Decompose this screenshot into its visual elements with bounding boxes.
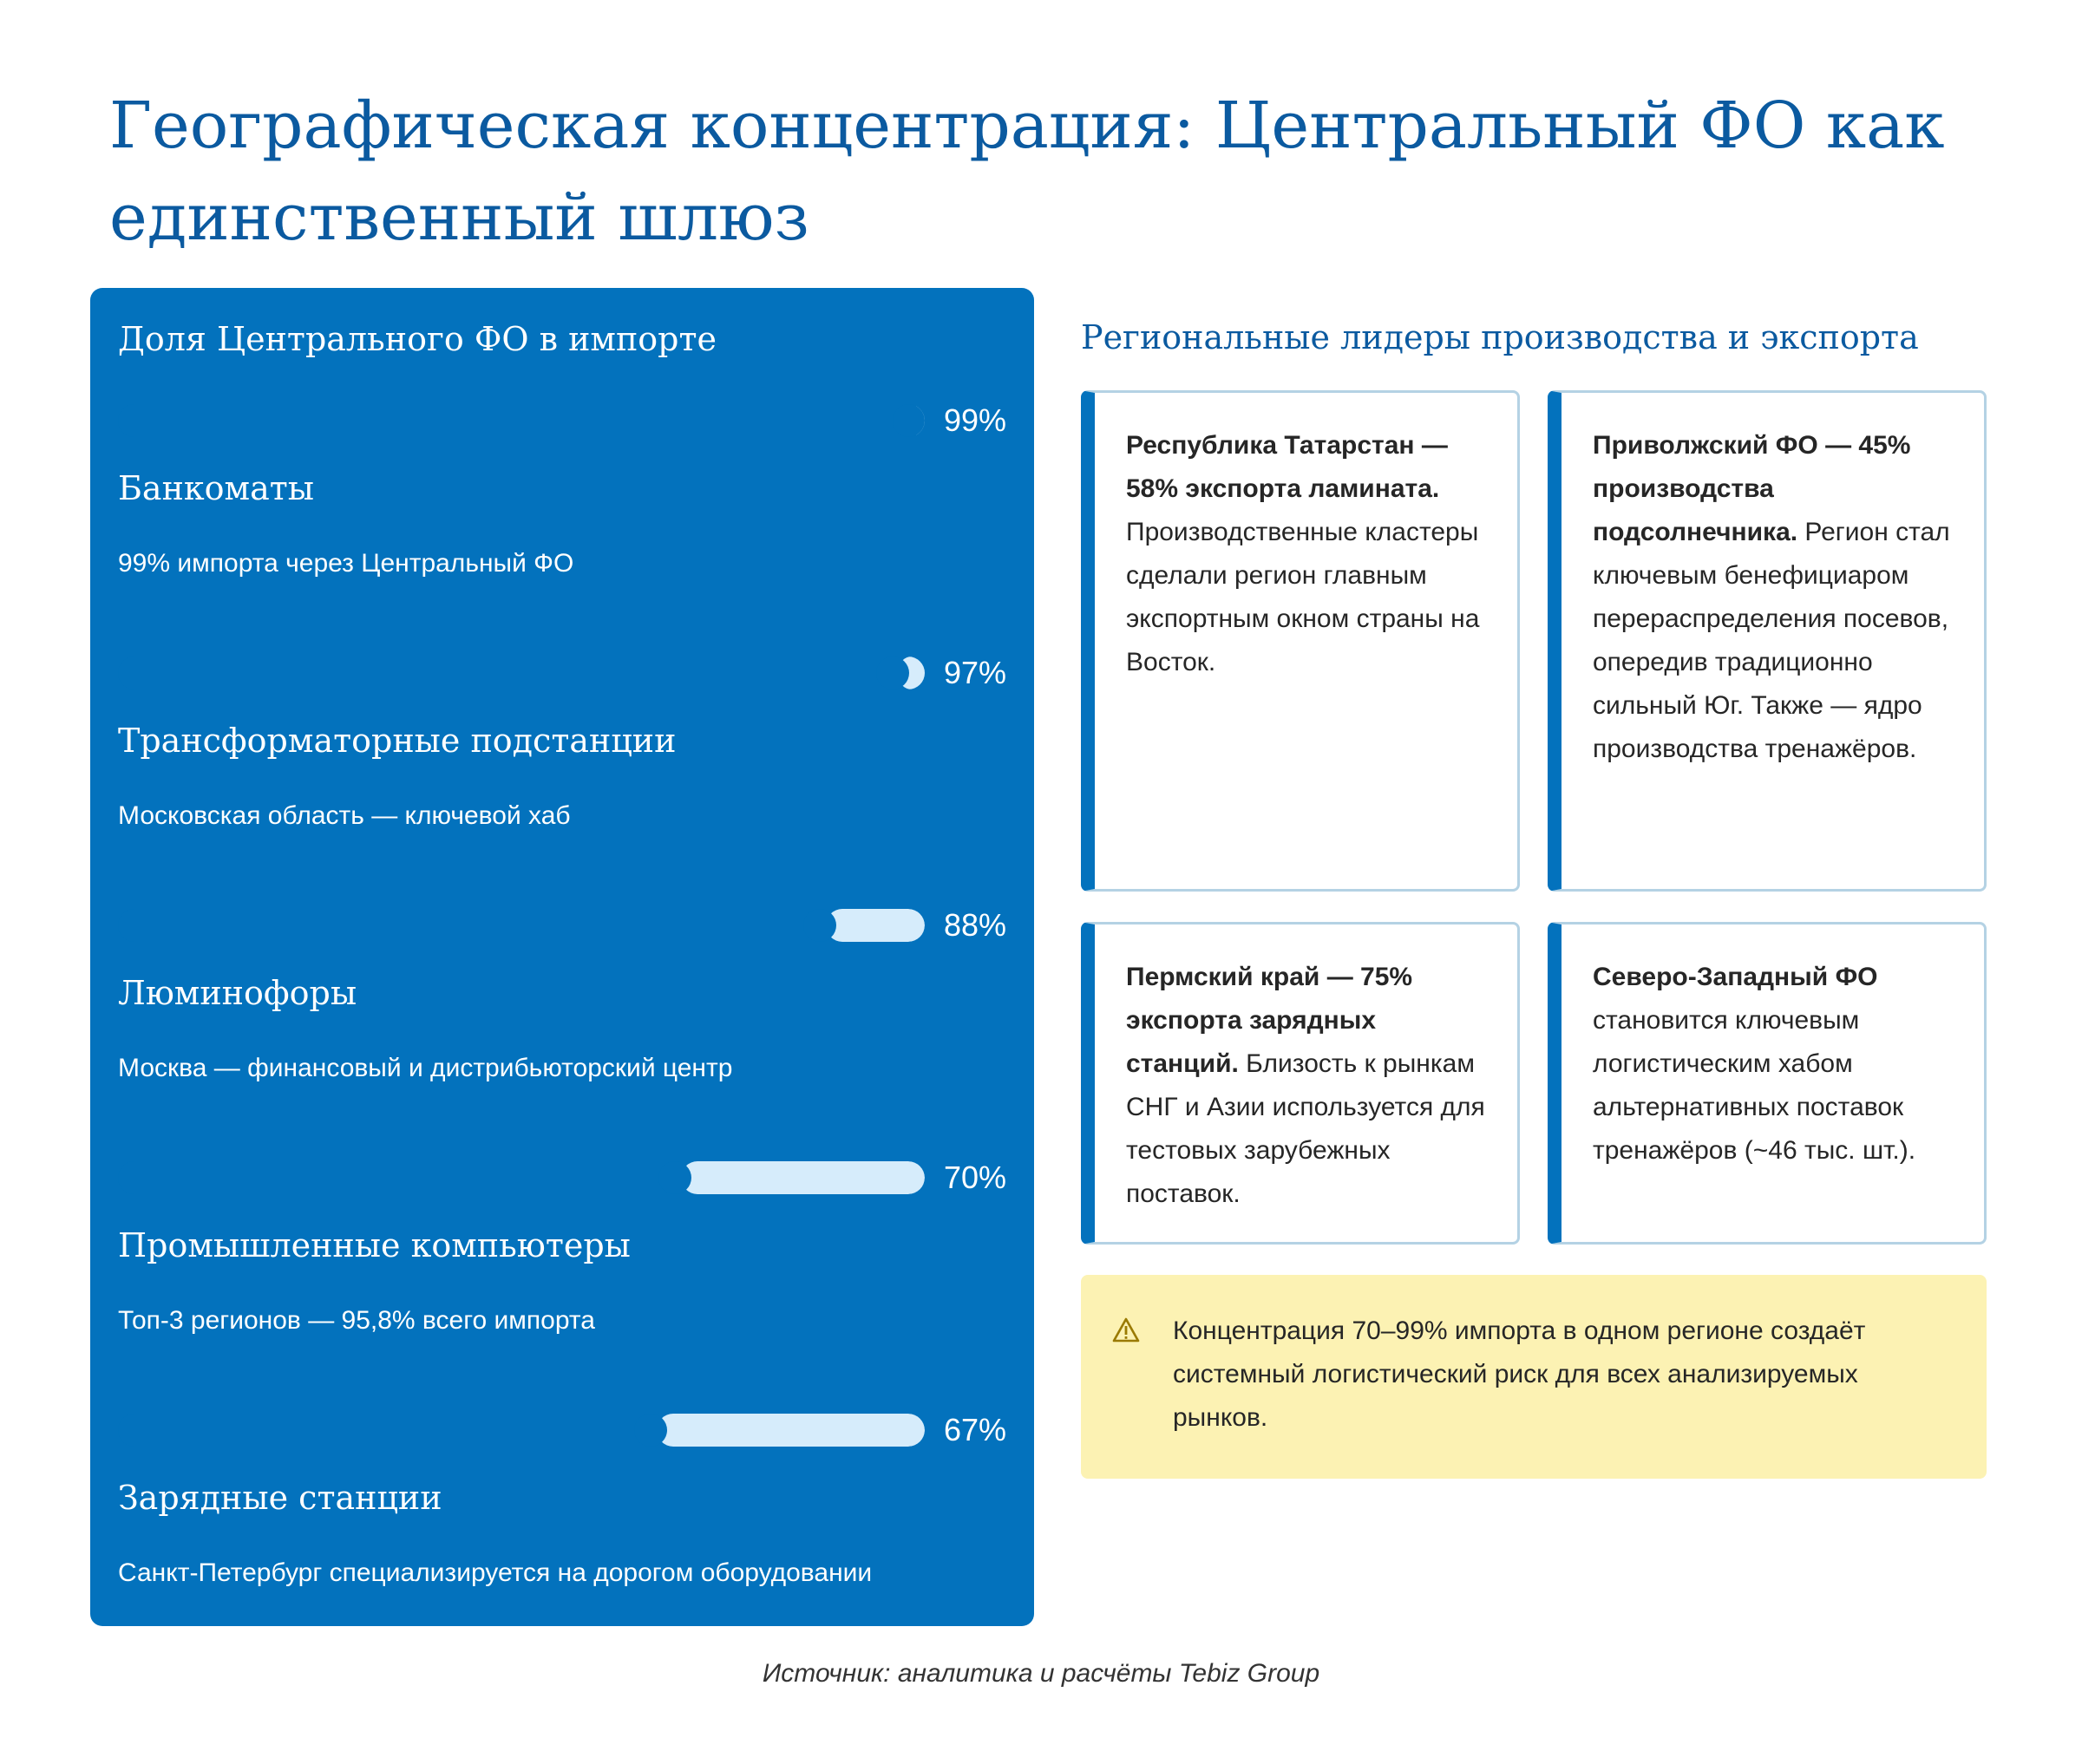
card-text: становится ключевым логистическим хабом альтернативных поставок тренажёров (~46 тыс. шт.). [1593,1006,1916,1165]
warning-triangle-icon [1112,1316,1140,1344]
bar-item [90,1161,1034,1369]
bar-category-label: Трансформаторные подстанции [118,722,677,760]
card-heading: Пермский край — 75% экспорта зарядных станций. [1126,963,1413,1078]
import-share-panel [90,288,1034,1626]
bar-category-label: Банкоматы [118,469,315,507]
bar-cap [634,1414,667,1447]
bar-cap [658,1161,691,1194]
bar-item [90,1414,1034,1622]
bar-track [118,657,925,689]
card-text: Регион стал ключевым бенефициаром перераспределения посевов, опередив традиционно сильный Юг. Также — ядро производства тренажёров. [1593,518,1950,763]
bar-cap [803,909,836,942]
bar-note: 99% импорта через Центральный ФО [118,549,574,578]
bar-fill [681,1161,925,1194]
card-text: Производственные кластеры сделали регион главным экспортным окном страны на Восток. [1126,518,1480,676]
bar-value-label: 70% [943,1160,1006,1195]
bar-cap [893,404,925,437]
card-text: Близость к рынкам СНГ и Азии используется для тестовых зарубежных поставок. [1126,1049,1485,1208]
bar-value-label: 97% [943,655,1006,690]
bar-item [90,909,1034,1117]
bar-fill [657,1414,925,1447]
card-northwest [1548,922,1987,1245]
card-tatarstan [1081,390,1520,892]
bar-category-label: Промышленные компьютеры [118,1226,631,1264]
bar-value-label: 99% [943,402,1006,438]
bar-value-label: 67% [943,1412,1006,1447]
bar-item [90,657,1034,865]
bar-fill [826,909,925,942]
panel-title: Доля Центрального ФО в импорте [118,320,717,358]
bar-category-label: Зарядные станции [118,1479,442,1517]
bar-note: Москва — финансовый и дистрибьюторский центр [118,1054,733,1082]
warning-text: Концентрация 70–99% импорта в одном регионе создаёт системный логистический риск для всех анализируемых рынков. [1173,1316,1866,1432]
bar-category-label: Люминофоры [118,974,357,1012]
bar-note: Санкт-Петербург специализируется на дорогом оборудовании [118,1558,873,1587]
bar-track [118,1414,925,1447]
bar-note: Московская область — ключевой хаб [118,801,571,830]
bar-note: Топ-3 регионов — 95,8% всего импорта [118,1306,595,1335]
risk-warning [1081,1275,1987,1479]
card-heading: Приволжский ФО — 45% производства подсолнечника. [1593,431,1911,546]
bar-track [118,909,925,942]
card-heading: Северо-Западный ФО [1593,963,1878,991]
bar-item [90,404,1034,612]
source-note: Источник: аналитика и расчёты Tebiz Group [762,1659,1320,1688]
bar-cap [876,657,909,689]
regional-leaders-title: Региональные лидеры производства и экспорта [1081,318,1919,356]
card-heading: Республика Татарстан — 58% экспорта ламината. [1126,431,1448,503]
card-perm [1081,922,1520,1245]
bar-track [118,404,925,437]
bar-track [118,1161,925,1194]
card-volga [1548,390,1987,892]
page-title: Географическая концентрация: Центральный ФО как единственный шлюз [109,88,1945,255]
bar-value-label: 88% [943,907,1006,943]
